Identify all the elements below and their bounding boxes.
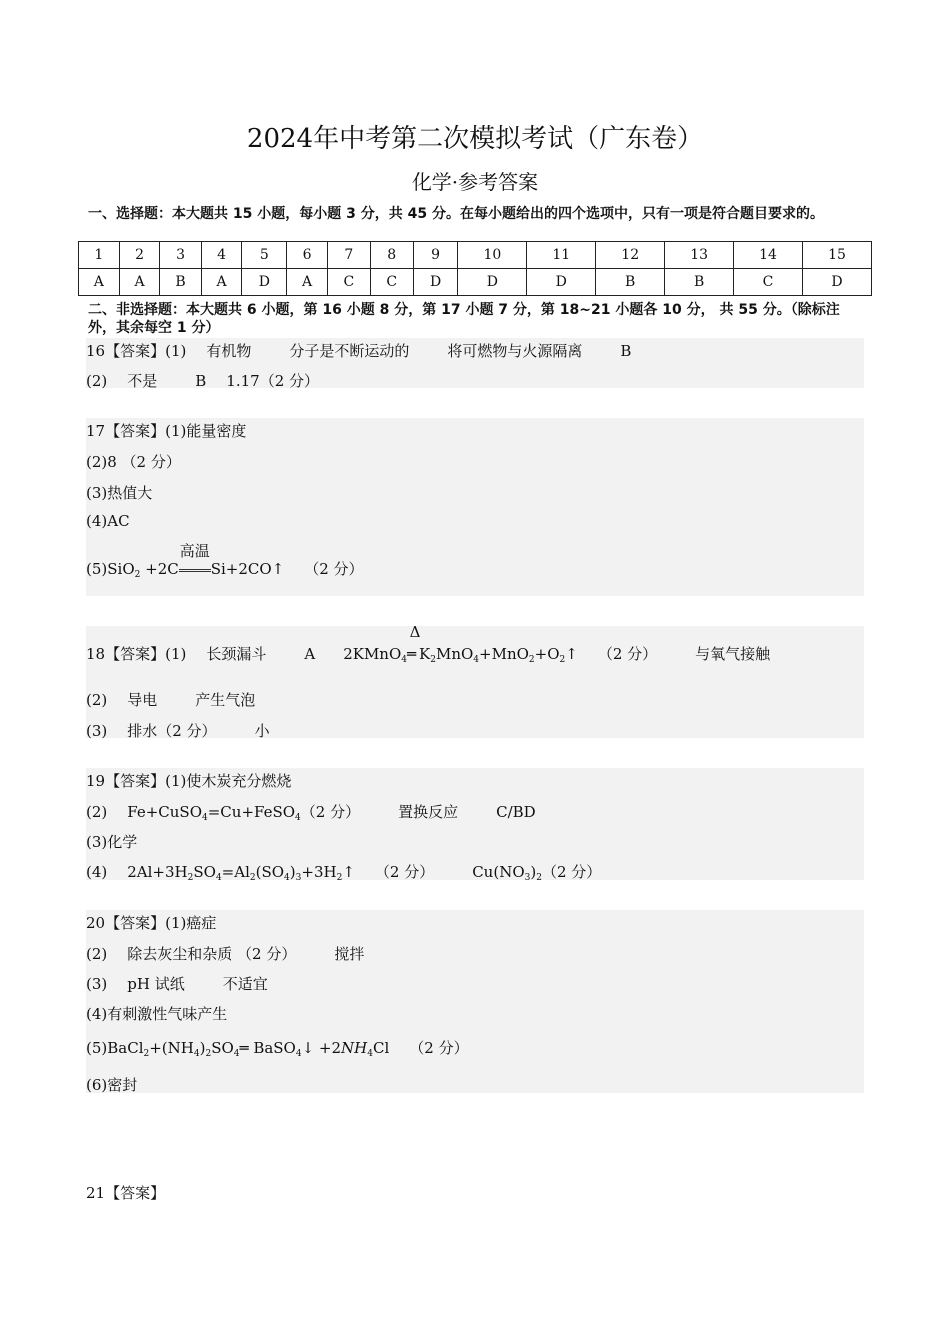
answer-text: 分子是不断运动的: [289, 342, 410, 360]
answer-line: (4)有刺激性气味产生: [86, 1005, 228, 1023]
answer-text: 1.17（2 分）: [226, 372, 320, 390]
answer-18: [86, 623, 864, 740]
table-cell: D: [413, 269, 458, 296]
answer-line: [86, 370, 319, 391]
answer-line: (4)AC: [86, 512, 130, 530]
score-note: （2 分）: [374, 863, 435, 881]
table-cell: D: [458, 269, 527, 296]
answer-line: 20【答案】(1)癌症: [86, 914, 217, 932]
table-cell: 10: [458, 242, 527, 269]
answer-label: 16【答案】(1): [86, 342, 187, 360]
answer-label: (4): [86, 863, 108, 881]
answer-line: [86, 720, 270, 741]
table-cell: C: [370, 269, 413, 296]
answer-text: B: [195, 372, 207, 390]
chemical-equation: $2Al+3H_2SO_4=Al_2(SO_4)_3+3H_2↑$: [127, 863, 355, 883]
chemical-equation: Fe+CuSO$_4$=Cu+FeSO$_4$: [127, 803, 301, 823]
answer-label: (2): [86, 372, 108, 390]
score-note: （2 分）: [300, 803, 361, 821]
table-cell: B: [596, 269, 665, 296]
answer-20: [86, 910, 864, 1093]
answer-line: [86, 623, 771, 665]
answer-text: pH 试纸: [127, 975, 185, 993]
answer-table: [78, 241, 872, 296]
table-cell: B: [665, 269, 734, 296]
answer-text: 不适宜: [222, 975, 268, 993]
answer-line: 19【答案】(1)使木炭充分燃烧: [86, 772, 292, 790]
table-cell: 4: [201, 242, 242, 269]
answer-line: [86, 542, 364, 580]
chemical-formula: $Cu(NO_3)_2$: [472, 863, 542, 883]
answer-text: 排水（2 分）: [127, 722, 217, 740]
answer-label: (5): [86, 1039, 108, 1057]
table-cell: 8: [370, 242, 413, 269]
answer-line: [86, 340, 631, 361]
score-note: （2 分）: [409, 1039, 469, 1057]
chemical-equation: $BaCl_2+(NH_4)_2SO_4═$ BaSO$_4$↓ $+2NH_4Cl$: [107, 1039, 390, 1059]
answer-label: 18【答案】(1): [86, 645, 187, 663]
answer-text: 置换反应: [398, 803, 459, 821]
table-cell: A: [201, 269, 242, 296]
page-title: 2024年中考第二次模拟考试（广东卷）: [246, 124, 704, 154]
answer-16: [86, 338, 864, 388]
answer-line: 17【答案】(1)能量密度: [86, 422, 247, 440]
table-cell: 1: [79, 242, 120, 269]
table-cell: 5: [242, 242, 287, 269]
table-cell: 2: [119, 242, 160, 269]
answer-line: [86, 943, 364, 964]
table-cell: A: [287, 269, 328, 296]
table-cell: A: [79, 269, 120, 296]
reaction-condition: Δ: [409, 623, 421, 641]
answer-text: 与氧气接触: [695, 645, 771, 663]
section-1-heading: 一、选择题：本大题共 15 小题，每小题 3 分，共 45 分。在每小题给出的四个选项中，只有一项是符合题目要求的。: [88, 206, 824, 222]
table-cell: 13: [665, 242, 734, 269]
chemical-equation: SiO$_2$ +2C 高温 Si+2CO↑: [107, 542, 285, 580]
answer-21: 21【答案】: [86, 1184, 166, 1202]
table-cell: 7: [327, 242, 370, 269]
answer-line: [86, 861, 601, 883]
answer-label: (3): [86, 722, 108, 740]
score-note: （2 分）: [304, 560, 364, 578]
score-note: （2 分）: [541, 863, 602, 881]
table-cell: 9: [413, 242, 458, 269]
answer-line: (3)化学: [86, 833, 138, 851]
reaction-condition: 高温: [179, 542, 210, 560]
answer-text: 不是: [127, 372, 158, 390]
answer-text: 搅拌: [334, 945, 365, 963]
table-cell: 12: [596, 242, 665, 269]
table-cell: 11: [527, 242, 596, 269]
answer-line: (6)密封: [86, 1076, 138, 1094]
chemical-equation: 2KMnO$_4$ Δ ═ $K_2MnO_4+MnO_2+O_2↑$: [343, 623, 578, 665]
answer-19: [86, 768, 864, 883]
table-cell: D: [802, 269, 871, 296]
answer-line: (3)热值大: [86, 484, 153, 502]
answer-line: [86, 689, 255, 710]
table-cell: 14: [734, 242, 803, 269]
answer-text: B: [620, 342, 632, 360]
page-subtitle: 化学·参考答案: [411, 170, 539, 194]
answer-text: 除去灰尘和杂质 （2 分）: [127, 945, 297, 963]
answer-line: [86, 1037, 469, 1059]
table-cell: 6: [287, 242, 328, 269]
answer-label: (2): [86, 803, 108, 821]
answer-label: (2): [86, 691, 108, 709]
table-cell: D: [527, 269, 596, 296]
answer-label: (3): [86, 975, 108, 993]
table-cell: C: [327, 269, 370, 296]
table-cell: 3: [160, 242, 201, 269]
answer-17: [86, 418, 864, 596]
answer-text: A: [304, 645, 316, 663]
answer-text: 产生气泡: [195, 691, 256, 709]
table-cell: D: [242, 269, 287, 296]
answer-line: [86, 973, 268, 994]
answer-text: 导电: [127, 691, 158, 709]
answer-text: 有机物: [206, 342, 252, 360]
table-cell: C: [734, 269, 803, 296]
answer-text: 长颈漏斗: [206, 645, 267, 663]
answer-label: (2): [86, 945, 108, 963]
answer-text: 将可燃物与火源隔离: [447, 342, 583, 360]
answer-line: [86, 801, 536, 823]
answer-label: (5): [86, 560, 108, 578]
answer-line: (2)8 （2 分）: [86, 453, 181, 471]
score-note: （2 分）: [597, 645, 658, 663]
table-row-answers: [79, 269, 872, 296]
table-row-numbers: [79, 242, 872, 269]
section-2-heading: 二、非选择题：本大题共 6 小题，第 16 小题 8 分，第 17 小题 7 分，第 18~21 小题各 10 分， 共 55 分。（除标注外，其余每空 1 分）: [88, 302, 840, 336]
answer-text: 小: [254, 722, 270, 740]
table-cell: A: [119, 269, 160, 296]
table-cell: 15: [802, 242, 871, 269]
table-cell: B: [160, 269, 201, 296]
answer-text: C/BD: [496, 803, 536, 821]
